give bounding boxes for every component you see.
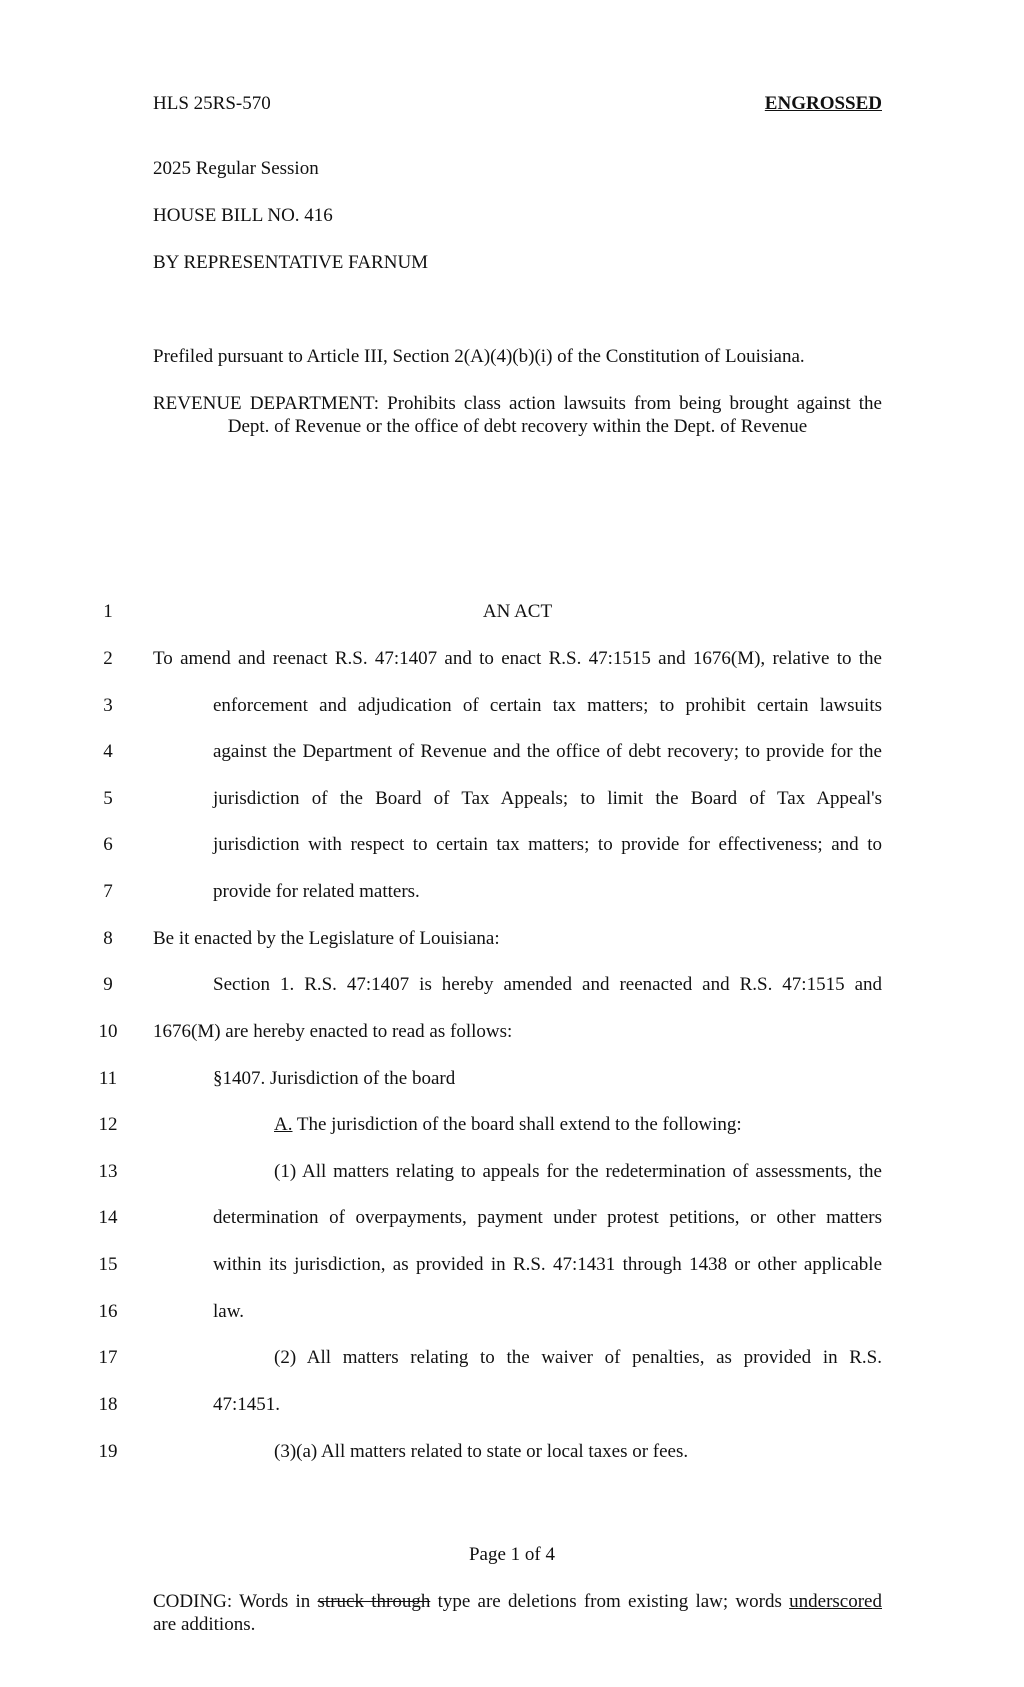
- bill-text-line: 47:1451.: [213, 1394, 281, 1415]
- digest-line-1: REVENUE DEPARTMENT: Prohibits class action lawsuits from being brought against the: [153, 393, 882, 414]
- bill-text-line: 1676(M) are hereby enacted to read as follows:: [153, 1021, 513, 1042]
- bill-text-line: within its jurisdiction, as provided in R.S. 47:1431 through 1438 or other applicable: [213, 1254, 882, 1275]
- digest-line-2: Dept. of Revenue or the office of debt recovery within the Dept. of Revenue: [227, 416, 808, 437]
- bill-text-line: law.: [213, 1301, 244, 1322]
- line-number: 11: [98, 1068, 118, 1089]
- line-number: 13: [98, 1161, 118, 1182]
- line-number: 16: [98, 1301, 118, 1322]
- bill-text-line: (2) All matters relating to the waiver of penalties, as provided in R.S.: [274, 1347, 882, 1368]
- line-number: 3: [103, 695, 113, 716]
- bill-text-line: (1) All matters relating to appeals for the redetermination of assessments, the: [274, 1161, 882, 1182]
- line-number: 6: [103, 834, 113, 855]
- bill-text-line: (3)(a) All matters related to state or local taxes or fees.: [274, 1441, 689, 1462]
- bill-text-line: To amend and reenact R.S. 47:1407 and to enact R.S. 47:1515 and 1676(M), relative to the: [153, 648, 882, 669]
- coding-underscored: underscored: [789, 1591, 882, 1612]
- author: BY REPRESENTATIVE FARNUM: [153, 252, 429, 273]
- coding-line-1: [153, 1590, 882, 1613]
- bill-text-span: The jurisdiction of the board shall extend to the following:: [292, 1114, 742, 1135]
- bill-text-line: Section 1. R.S. 47:1407 is hereby amended and reenacted and R.S. 47:1515 and: [213, 974, 882, 995]
- line-number: 12: [98, 1114, 118, 1135]
- engrossed-status: ENGROSSED: [764, 93, 882, 114]
- enacting-clause: Be it enacted by the Legislature of Louisiana:: [153, 928, 500, 949]
- bill-text-line: enforcement and adjudication of certain tax matters; to prohibit certain lawsuits: [213, 695, 882, 716]
- line-number: 1: [103, 601, 113, 622]
- line-number: 5: [103, 788, 113, 809]
- coding-struck: struck through: [317, 1591, 431, 1612]
- bill-text-line: jurisdiction of the Board of Tax Appeals; to limit the Board of Tax Appeal's: [213, 788, 882, 809]
- line-number: 9: [103, 974, 113, 995]
- coding-mid: type are deletions from existing law; words: [430, 1591, 790, 1612]
- added-marker: A.: [274, 1114, 293, 1135]
- line-number: 17: [98, 1347, 118, 1368]
- line-number: 10: [98, 1021, 118, 1042]
- digest: [153, 392, 882, 438]
- page-number: Page 1 of 4: [468, 1544, 555, 1565]
- line-number: 18: [98, 1394, 118, 1415]
- line-number: 7: [103, 881, 113, 902]
- bill-number: HOUSE BILL NO. 416: [153, 205, 333, 226]
- line-number: 14: [98, 1207, 118, 1228]
- line-number: 15: [98, 1254, 118, 1275]
- act-title: AN ACT: [482, 601, 553, 622]
- line-number: 4: [103, 741, 113, 762]
- line-number: 2: [103, 648, 113, 669]
- prefiled-note: Prefiled pursuant to Article III, Section 2(A)(4)(b)(i) of the Constitution of Louisiana.: [153, 346, 805, 367]
- bill-text-line: jurisdiction with respect to certain tax matters; to provide for effectiveness; and to: [213, 834, 882, 855]
- bill-text-line: against the Department of Revenue and the office of debt recovery; to provide for the: [213, 741, 882, 762]
- line-number: 19: [98, 1441, 118, 1462]
- bill-text-line: provide for related matters.: [213, 881, 420, 902]
- coding-legend: [153, 1590, 882, 1636]
- session: 2025 Regular Session: [153, 158, 319, 179]
- section-heading: §1407. Jurisdiction of the board: [213, 1068, 456, 1089]
- bill-text-line: [274, 1114, 742, 1136]
- bill-text-line: determination of overpayments, payment under protest petitions, or other matters: [213, 1207, 882, 1228]
- coding-suffix: are additions.: [153, 1614, 256, 1635]
- line-number: 8: [103, 928, 113, 949]
- coding-prefix: CODING: Words in: [153, 1591, 318, 1612]
- bill-code: HLS 25RS-570: [153, 93, 271, 114]
